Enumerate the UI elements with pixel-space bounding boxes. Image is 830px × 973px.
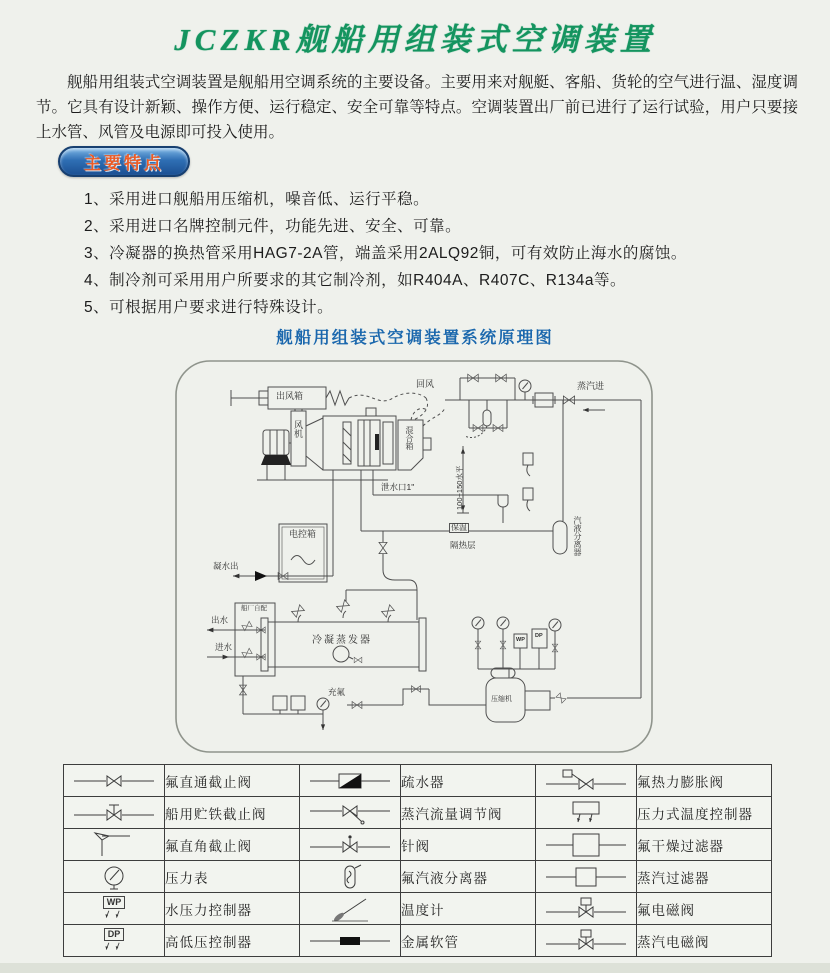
legend-label: 蒸汽电磁阀: [637, 925, 772, 957]
pressure-gauge-icon: [72, 864, 156, 890]
label-dp-controller: DP: [535, 633, 543, 639]
legend-label: 船用贮铁截止阀: [165, 797, 300, 829]
thermal-expansion-valve-icon: [544, 768, 628, 794]
legend-label: 氟热力膨胀阀: [637, 765, 772, 797]
label-charge-fluorine: 充氟: [328, 687, 346, 697]
table-row: [64, 829, 772, 861]
page-title: JCZKR舰船用组装式空调装置: [174, 22, 656, 57]
label-electric-control-box: 电控箱: [289, 529, 317, 539]
label-fan: 风机: [293, 420, 303, 438]
table-row: [64, 861, 772, 893]
straight-stop-valve-icon: [72, 768, 156, 794]
legend-label: 氟直通截止阀: [165, 765, 300, 797]
steam-solenoid-valve-icon: [544, 928, 628, 954]
intro-paragraph: 舰船用组装式空调装置是舰船用空调系统的主要设备。主要用来对舰艇、客船、货轮的空气进行温、湿度调节。它具有设计新颖、操作方便、运行稳定、安全可靠等特点。空调装置出厂前已进行了运行试验，用户只要接上水管、风管及电源即可投入使用。: [36, 74, 798, 141]
wp-badge: WP: [103, 896, 126, 909]
dp-badge: DP: [104, 928, 125, 941]
table-row: [64, 925, 772, 957]
steam-flow-regulating-valve-icon: [308, 800, 392, 826]
label-return-air: 回风: [416, 379, 435, 389]
vapor-liquid-separator-icon: [308, 864, 392, 890]
label-condensate-out: 凝水出: [213, 561, 239, 571]
label-insulation: 保温: [451, 523, 467, 532]
label-compressor: 压缩机: [491, 696, 512, 703]
legend-label: 蒸汽过滤器: [637, 861, 772, 893]
fluorine-solenoid-valve-icon: [544, 896, 628, 922]
legend-label: 蒸汽流量调节阀: [401, 797, 536, 829]
feature-item: 3、冷凝器的换热管采用HAG7-2A管，端盖采用2ALQ92铜，可有效防止海水的腐蚀。: [84, 245, 687, 262]
legend-label: 压力表: [165, 861, 300, 893]
label-water-in: 进水: [215, 642, 233, 652]
legend-label: 高低压控制器: [165, 925, 300, 957]
needle-valve-icon: [308, 832, 392, 858]
legend-label: 疏水器: [401, 765, 536, 797]
feature-item: 5、可根据用户要求进行特殊设计。: [84, 299, 334, 316]
pressure-temperature-controller-icon: [544, 800, 628, 826]
angle-stop-valve-icon: [72, 832, 156, 858]
label-level-dimension: 100~150水平: [455, 465, 464, 510]
diagram-title: 舰船用组装式空调装置系统原理图: [276, 329, 554, 347]
feature-item: 1、采用进口舰船用压缩机，噪音低、运行平稳。: [84, 191, 430, 208]
thermometer-icon: [308, 896, 392, 922]
features-badge-label: 主要特点: [84, 154, 164, 173]
steam-filter-icon: [544, 864, 628, 890]
legend-label: 压力式温度控制器: [637, 797, 772, 829]
label-mixing-box: 混合箱: [405, 426, 414, 450]
legend-label: 氟汽液分离器: [401, 861, 536, 893]
feature-item: 4、制冷剂可采用用户所要求的其它制冷剂，如R404A、R407C、R134a等。: [84, 272, 626, 289]
label-wp-controller: WP: [516, 637, 525, 643]
legend-label: 氟电磁阀: [637, 893, 772, 925]
table-row: [64, 893, 772, 925]
label-water-out: 出水: [211, 615, 229, 625]
legend-label: 氟直角截止阀: [165, 829, 300, 861]
system-schematic-diagram: [173, 358, 655, 758]
controller-legs-icon: [94, 909, 134, 921]
legend-label: 温度计: [401, 893, 536, 925]
label-steam-in: 蒸汽进: [577, 381, 605, 391]
label-drain-port: 泄水口1": [381, 482, 415, 492]
legend-label: 金属软管: [401, 925, 536, 957]
legend-label: 水压力控制器: [165, 893, 300, 925]
features-list: [84, 186, 784, 321]
high-low-pressure-controller-icon: [64, 928, 164, 953]
label-shipyard-supplied: 船厂自配: [241, 605, 267, 612]
water-pressure-controller-icon: [64, 896, 164, 921]
schematic-linework: [173, 358, 655, 758]
marine-cast-iron-stop-valve-icon: [72, 800, 156, 826]
legend-label: 氟干燥过滤器: [637, 829, 772, 861]
fluorine-dryer-filter-icon: [544, 832, 628, 858]
table-row: [64, 797, 772, 829]
steam-trap-icon: [308, 768, 392, 794]
metal-hose-icon: [308, 928, 392, 954]
controller-legs-icon: [94, 941, 134, 953]
label-insulation-layer: 隔热层: [450, 540, 476, 550]
feature-item: 2、采用进口名牌控制元件，功能先进、安全、可靠。: [84, 218, 462, 235]
symbol-legend-table: [63, 764, 772, 957]
legend-label: 针阀: [401, 829, 536, 861]
table-row: [64, 765, 772, 797]
label-condenser-evaporator: 冷凝蒸发器: [312, 635, 372, 646]
label-vapor-liquid-separator: 汽液分离器: [573, 516, 582, 556]
features-badge: [58, 146, 190, 177]
label-air-outlet-box: 出风箱: [276, 391, 304, 401]
